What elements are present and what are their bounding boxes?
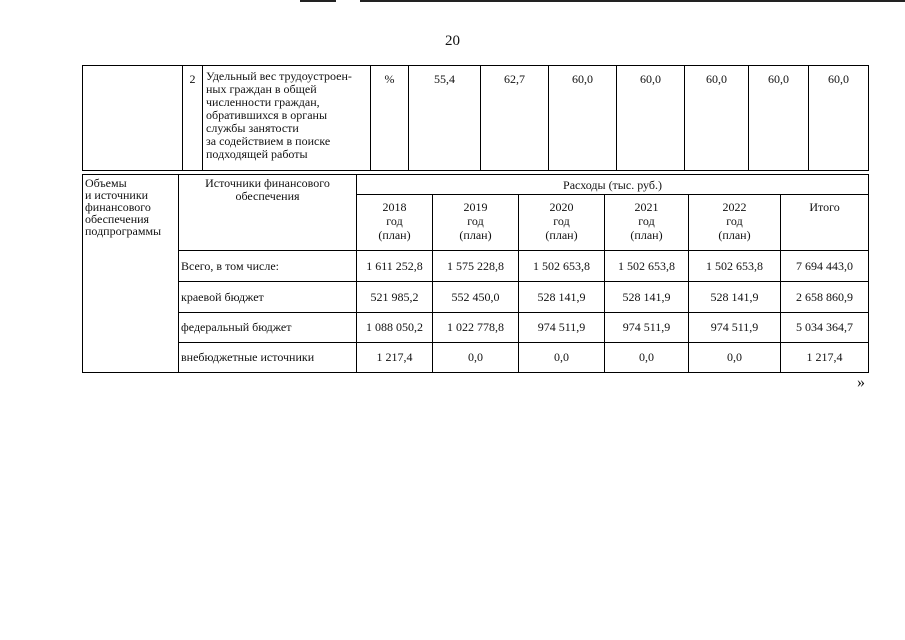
- indicator-name: [203, 66, 371, 171]
- year-unit: год: [467, 214, 484, 228]
- indicator-number: 2: [183, 66, 203, 171]
- finance-row: [83, 313, 869, 343]
- row-label: Всего, в том числе:: [179, 251, 357, 282]
- year-unit: год: [638, 214, 655, 228]
- year-label: 2022: [722, 200, 747, 214]
- finance-table: [82, 174, 869, 373]
- amount-cell: 1 502 653,8: [689, 251, 781, 282]
- finance-label-line: подпрограммы: [85, 224, 162, 238]
- total-cell: 7 694 443,0: [781, 251, 869, 282]
- year-unit: год: [726, 214, 743, 228]
- amount-cell: 552 450,0: [433, 282, 519, 313]
- year-header: [519, 195, 605, 251]
- indicator-value: 60,0: [617, 66, 685, 171]
- year-header: [433, 195, 519, 251]
- finance-label-line: и источники: [85, 188, 149, 202]
- total-cell: 1 217,4: [781, 343, 869, 373]
- finance-header-row: [83, 175, 869, 195]
- amount-cell: 1 611 252,8: [357, 251, 433, 282]
- indicator-unit: %: [371, 66, 409, 171]
- year-label: 2018: [382, 200, 407, 214]
- indicator-table: [82, 65, 869, 171]
- row-label: внебюджетные источники: [179, 343, 357, 373]
- finance-label-line: финансового: [85, 200, 151, 214]
- year-unit: год: [553, 214, 570, 228]
- amount-cell: 1 217,4: [357, 343, 433, 373]
- amount-cell: 1 088 050,2: [357, 313, 433, 343]
- year-label: 2021: [634, 200, 659, 214]
- amount-cell: 528 141,9: [689, 282, 781, 313]
- finance-label-line: обеспечения: [85, 212, 150, 226]
- empty-cell: [83, 66, 183, 171]
- sources-header-line: обеспечения: [235, 189, 300, 203]
- year-header: [605, 195, 689, 251]
- amount-cell: 1 575 228,8: [433, 251, 519, 282]
- indicator-name-line: Удельный вес трудоустроен-: [206, 69, 352, 83]
- row-label: краевой бюджет: [179, 282, 357, 313]
- closing-quote: »: [857, 374, 865, 391]
- scan-edge-line: [360, 0, 905, 2]
- year-status: (план): [459, 228, 492, 242]
- year-label: 2020: [549, 200, 574, 214]
- sources-header-line: Источники финансового: [205, 176, 330, 190]
- indicator-name-line: подходящей работы: [206, 147, 308, 161]
- scan-edge-line: [300, 0, 336, 2]
- year-header: [357, 195, 433, 251]
- finance-row: [83, 251, 869, 282]
- indicator-name-line: службы занятости: [206, 121, 299, 135]
- year-status: (план): [545, 228, 578, 242]
- amount-cell: 1 502 653,8: [519, 251, 605, 282]
- amount-cell: 528 141,9: [605, 282, 689, 313]
- year-status: (план): [630, 228, 663, 242]
- indicator-value: 60,0: [685, 66, 749, 171]
- year-header: [689, 195, 781, 251]
- indicator-row: [83, 66, 869, 171]
- year-status: (план): [378, 228, 411, 242]
- finance-label-line: Объемы: [85, 176, 127, 190]
- expenses-header: Расходы (тыс. руб.): [357, 175, 869, 195]
- indicator-name-line: ных граждан в общей: [206, 82, 317, 96]
- sources-header: [179, 175, 357, 251]
- year-label: 2019: [463, 200, 488, 214]
- indicator-name-line: обратившихся в органы: [206, 108, 328, 122]
- amount-cell: 521 985,2: [357, 282, 433, 313]
- amount-cell: 974 511,9: [519, 313, 605, 343]
- amount-cell: 1 502 653,8: [605, 251, 689, 282]
- amount-cell: 0,0: [605, 343, 689, 373]
- amount-cell: 528 141,9: [519, 282, 605, 313]
- row-label: федеральный бюджет: [179, 313, 357, 343]
- finance-row: [83, 343, 869, 373]
- page-number: 20: [445, 33, 460, 49]
- amount-cell: 0,0: [689, 343, 781, 373]
- indicator-name-line: численности граждан,: [206, 95, 320, 109]
- indicator-name-line: за содействием в поиске: [206, 134, 331, 148]
- total-cell: 2 658 860,9: [781, 282, 869, 313]
- amount-cell: 1 022 778,8: [433, 313, 519, 343]
- indicator-value: 55,4: [409, 66, 481, 171]
- amount-cell: 0,0: [433, 343, 519, 373]
- amount-cell: 0,0: [519, 343, 605, 373]
- indicator-value: 62,7: [481, 66, 549, 171]
- finance-label: [83, 175, 179, 373]
- amount-cell: 974 511,9: [689, 313, 781, 343]
- finance-row: [83, 282, 869, 313]
- indicator-value: 60,0: [749, 66, 809, 171]
- indicator-value: 60,0: [549, 66, 617, 171]
- year-status: (план): [718, 228, 751, 242]
- total-header: Итого: [781, 195, 869, 251]
- total-cell: 5 034 364,7: [781, 313, 869, 343]
- year-unit: год: [386, 214, 403, 228]
- amount-cell: 974 511,9: [605, 313, 689, 343]
- indicator-value: 60,0: [809, 66, 869, 171]
